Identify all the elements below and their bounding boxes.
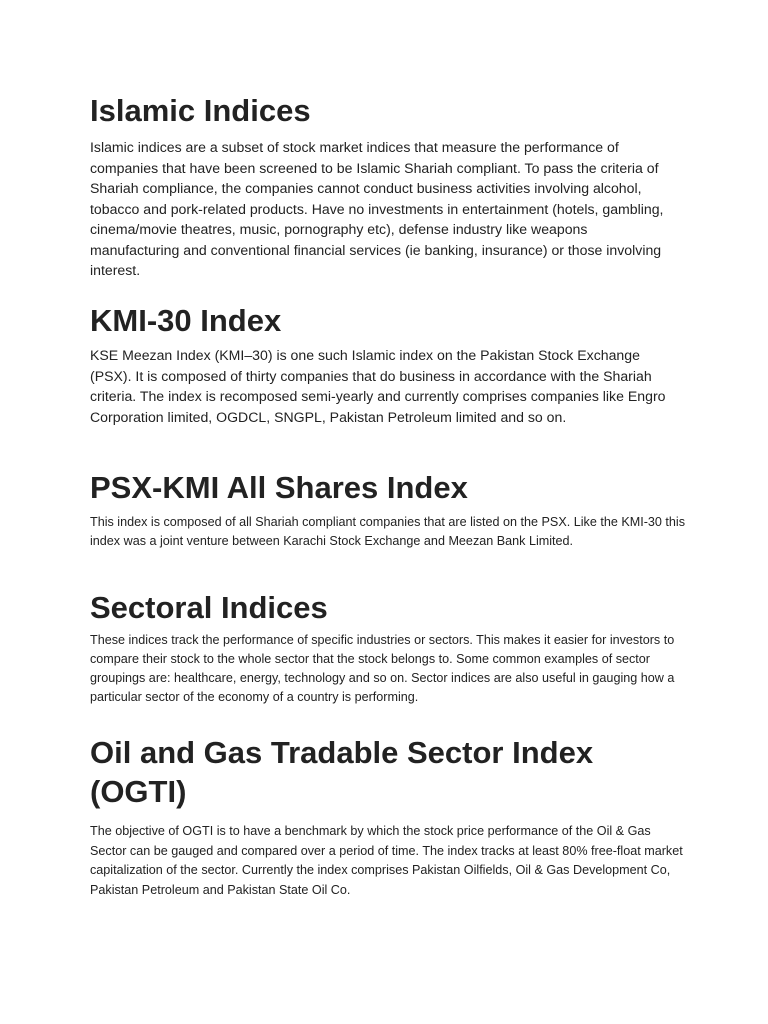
heading-islamic-indices: Islamic Indices xyxy=(90,93,311,128)
heading-ogti: Oil and Gas Tradable Sector Index (OGTI) xyxy=(90,735,594,809)
paragraph-psx-kmi-all-shares-index: This index is composed of all Shariah compliant companies that are listed on the PSX. Like the KMI-30 this index was a joint venture between Karachi Stock Exchange and Meezan Bank Limited. xyxy=(90,515,686,548)
heading-sectoral-indices: Sectoral Indices xyxy=(90,590,328,625)
paragraph-kmi-30-index: KSE Meezan Index (KMI–30) is one such Islamic index on the Pakistan Stock Exchange (PSX). It is composed of thirty companies that do business in accordance with the Shariah criteria. The index is recomposed semi-yearly and currently comprises companies like Engro Corporation limited, OGDCL, SNGPL, Pakistan Petroleum limited and so on. xyxy=(90,347,666,425)
heading-psx-kmi-all-shares-index: PSX-KMI All Shares Index xyxy=(90,470,468,505)
paragraph-ogti: The objective of OGTI is to have a benchmark by which the stock price performance of the Oil & Gas Sector can be gauged and compared over a period of time. The index tracks at least 80% free-float market capitalization of the sector. Currently the index comprises Pakistan Oilfields, Oil & Gas Development Co, Pakistan Petroleum and Pakistan State Oil Co. xyxy=(90,824,683,897)
heading-kmi-30-index: KMI-30 Index xyxy=(90,303,282,338)
paragraph-sectoral-indices: These indices track the performance of specific industries or sectors. This makes it easier for investors to compare their stock to the whole sector that the stock belongs to. Some common examples of sector groupings are: healthcare, energy, technology and so on. Sector indices are also useful in gauging how a particular sector of the economy of a country is performing. xyxy=(90,633,675,704)
paragraph-islamic-indices: Islamic indices are a subset of stock market indices that measure the performance of companies that have been screened to be Islamic Shariah compliant. To pass the criteria of Shariah compliance, the companies cannot conduct business activities involving alcohol, tobacco and pork-related products. Have no investments in entertainment (hotels, gambling, cinema/movie theatres, music, pornography etc), defense industry like weapons manufacturing and conventional financial services (ie banking, insurance) or those involving interest. xyxy=(90,139,664,278)
